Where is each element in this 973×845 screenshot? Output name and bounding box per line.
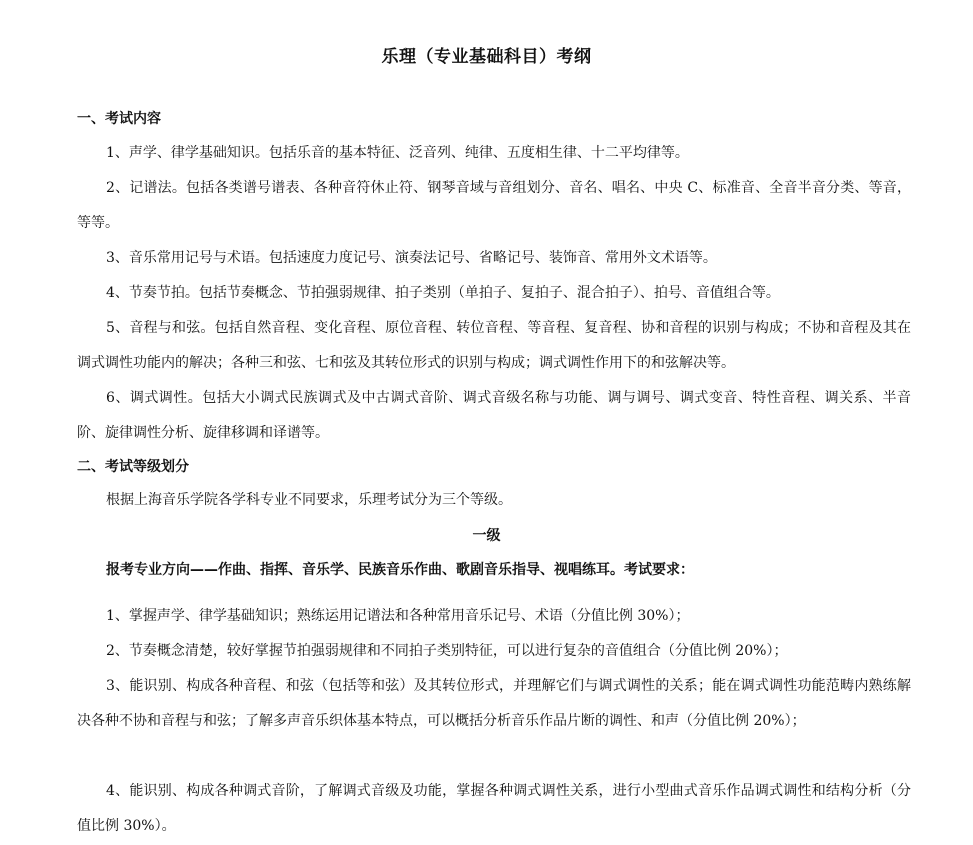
level-1-item-1: 1、掌握声学、律学基础知识；熟练运用记谱法和各种常用音乐记号、术语（分值比例 30%）； (106, 608, 690, 624)
content-item-4: 4、节奏节拍。包括节奏概念、节拍强弱规律、拍子类别（单拍子、复拍子、混合拍子）、拍号、音值组合等。 (106, 285, 780, 301)
levels-intro: 根据上海音乐学院各学科专业不同要求，乐理考试分为三个等级。 (106, 492, 512, 508)
content-item-2: 2、记谱法。包括各类谱号谱表、各种音符休止符、钢琴音域与音组划分、音名、唱名、中央 C、标准音、全音半音分类、等音，等等。 (77, 180, 911, 231)
level-1-item-3: 3、能识别、构成各种音程、和弦（包括等和弦）及其转位形式，并理解它们与调式调性的关系；能在调式调性功能范畴内熟练解决各种不协和音程与和弦；了解多声音乐织体基本特点，可以概括分析音乐作品片断的调性、和声（分值比例 20%）； (77, 678, 911, 729)
level-1-subtitle: 报考专业方向——作曲、指挥、音乐学、民族音乐作曲、歌剧音乐指导、视唱练耳。考试要求： (106, 562, 694, 578)
document-title: 乐理（专业基础科目）考纲 (381, 47, 592, 67)
content-item-5: 5、音程与和弦。包括自然音程、变化音程、原位音程、转位音程、等音程、复音程、协和音程的识别与构成；不协和音程及其在调式调性功能内的解决；各种三和弦、七和弦及其转位形式的识别与构成；调式调性作用下的和弦解决等。 (77, 320, 911, 371)
content-item-1: 1、声学、律学基础知识。包括乐音的基本特征、泛音列、纯律、五度相生律、十二平均律等。 (106, 145, 689, 161)
level-1-item-4: 4、能识别、构成各种调式音阶，了解调式音级及功能，掌握各种调式调性关系，进行小型曲式音乐作品调式调性和结构分析（分值比例 30%）。 (77, 783, 911, 834)
content-item-3: 3、音乐常用记号与术语。包括速度力度记号、演奏法记号、省略记号、装饰音、常用外文术语等。 (106, 250, 717, 266)
level-1-item-2: 2、节奏概念清楚，较好掌握节拍强弱规律和不同拍子类别特征，可以进行复杂的音值组合（分值比例 20%）； (106, 643, 788, 659)
content-item-6: 6、调式调性。包括大小调式民族调式及中古调式音阶、调式音级名称与功能、调与调号、调式变音、特性音程、调关系、半音阶、旋律调性分析、旋律移调和译谱等。 (77, 390, 911, 441)
level-1-title: 一级 (472, 528, 501, 544)
section-heading-exam-levels: 二、考试等级划分 (77, 459, 189, 475)
section-heading-exam-content: 一、考试内容 (77, 111, 161, 127)
